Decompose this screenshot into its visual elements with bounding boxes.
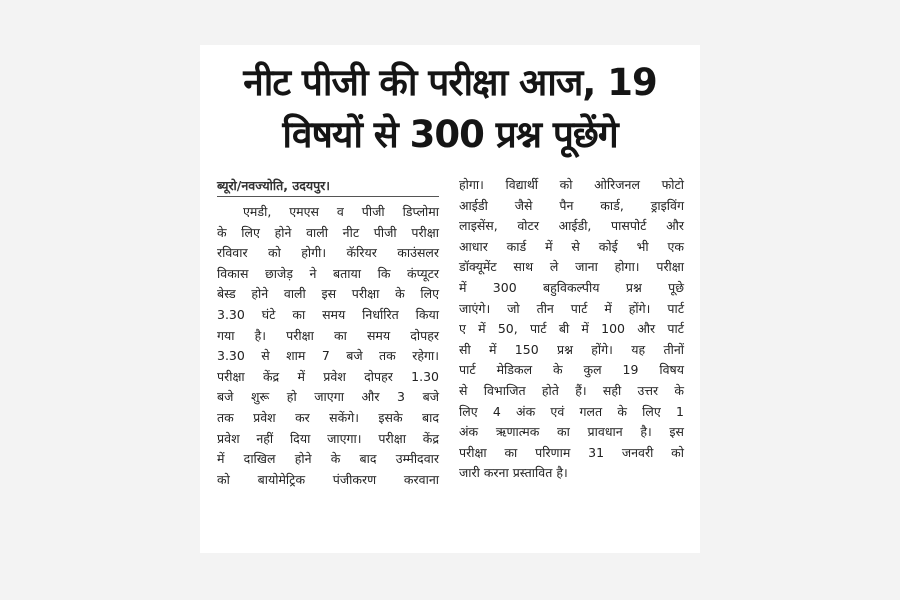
headline-line-1: नीट पीजी की परीक्षा आज, 19 bbox=[243, 61, 657, 104]
body-line: डॉक्यूमेंट साथ ले जाना होगा। परीक्षा bbox=[459, 259, 684, 275]
body-line: आधार कार्ड में से कोई भी एक bbox=[459, 238, 684, 254]
body-line: अंक ऋणात्मक का प्रावधान है। इस bbox=[459, 424, 684, 440]
body-line: में दाखिल होने के बाद उम्मीदवार bbox=[217, 451, 439, 467]
body-line: एमडी, एमएस व पीजी डिप्लोमा bbox=[243, 204, 439, 219]
body-line: से विभाजित होते हैं। सही उत्तर के bbox=[459, 382, 684, 398]
body-line: बेस्ड होने वाली इस परीक्षा के लिए bbox=[217, 286, 439, 302]
headline-line-2: विषयों से 300 प्रश्न पूछेंगे bbox=[282, 113, 618, 156]
body-line: परीक्षा केंद्र में प्रवेश दोपहर 1.30 bbox=[217, 368, 439, 384]
body-line: परीक्षा का परिणाम 31 जनवरी को bbox=[459, 444, 684, 460]
body-line: ए में 50, पार्ट बी में 100 और पार्ट bbox=[459, 321, 684, 337]
byline: ब्यूरो/नवज्योति, उदयपुर। bbox=[217, 178, 331, 193]
body-line: को बायोमेट्रिक पंजीकरण करवाना bbox=[217, 471, 439, 487]
body-line: आईडी जैसे पैन कार्ड, ड्राइविंग bbox=[459, 197, 684, 213]
newspaper-clipping bbox=[200, 45, 700, 553]
article-column-right bbox=[459, 175, 684, 484]
body-line: में 300 बहुविकल्पीय प्रश्न पूछे bbox=[459, 279, 684, 295]
body-line: लाइसेंस, वोटर आईडी, पासपोर्ट और bbox=[459, 218, 684, 234]
body-line: 3.30 से शाम 7 बजे तक रहेगा। bbox=[217, 348, 439, 364]
body-line: गया है। परीक्षा का समय दोपहर bbox=[217, 327, 439, 343]
body-line: के लिए होने वाली नीट पीजी परीक्षा bbox=[217, 224, 439, 240]
body-line: रविवार को होगी। कॅरियर काउंसलर bbox=[217, 245, 439, 261]
body-line: विकास छाजेड़ ने बताया कि कंप्यूटर bbox=[217, 265, 439, 281]
body-line: 3.30 घंटे का समय निर्धारित किया bbox=[217, 306, 439, 322]
article-column-left bbox=[217, 175, 439, 490]
body-line: पार्ट मेडिकल के कुल 19 विषय bbox=[459, 362, 684, 378]
body-line: जाएंगे। जो तीन पार्ट में होंगे। पार्ट bbox=[459, 300, 684, 316]
body-line: सी में 150 प्रश्न होंगे। यह तीनों bbox=[459, 341, 684, 357]
body-line: प्रवेश नहीं दिया जाएगा। परीक्षा केंद्र bbox=[217, 430, 439, 446]
body-line: बजे शुरू हो जाएगा और 3 बजे bbox=[217, 389, 439, 405]
body-line: होगा। विद्यार्थी को ओरिजनल फोटो bbox=[459, 177, 684, 192]
body-line: लिए 4 अंक एवं गलत के लिए 1 bbox=[459, 403, 684, 419]
body-line: जारी करना प्रस्तावित है। bbox=[459, 465, 568, 481]
byline-divider bbox=[217, 196, 439, 197]
body-line: तक प्रवेश कर सकेंगे। इसके बाद bbox=[217, 409, 439, 425]
